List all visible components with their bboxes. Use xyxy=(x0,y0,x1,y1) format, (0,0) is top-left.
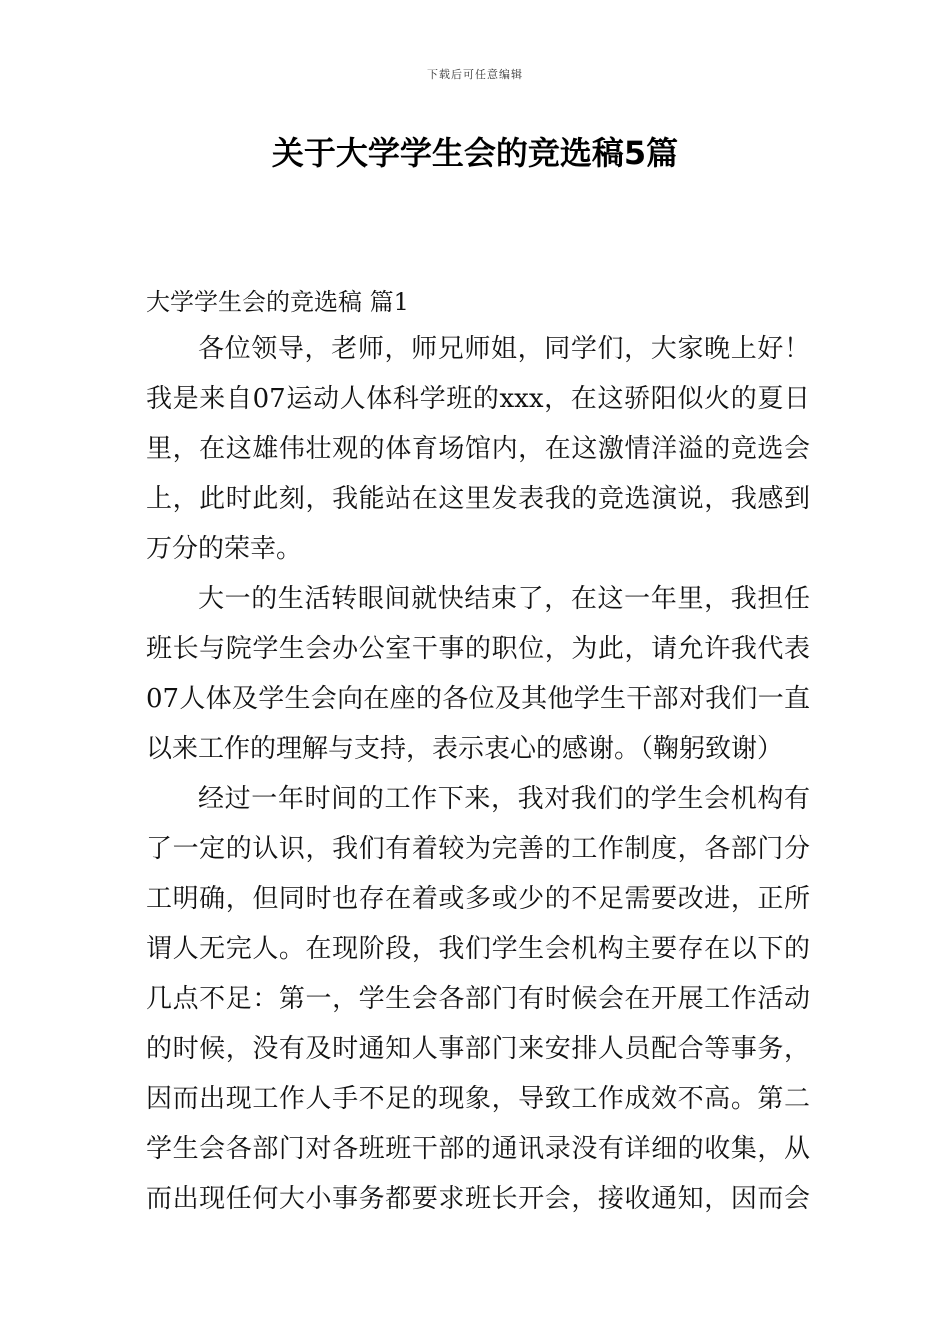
paragraph-line: 万分的荣幸。 xyxy=(146,534,303,564)
paragraph-line: 因而出现工作人手不足的现象，导致工作成效不高。第二 xyxy=(146,1084,810,1114)
header-note: 下载后可任意编辑 xyxy=(427,68,523,81)
paragraph-line: 我是来自07运动人体科学班的xxx，在这骄阳似火的夏日 xyxy=(146,384,810,414)
paragraph-line: 班长与院学生会办公室干事的职位，为此，请允许我代表 xyxy=(146,634,810,664)
paragraph-line: 工明确，但同时也存在着或多或少的不足需要改进，正所 xyxy=(146,884,810,914)
paragraph-line: 大一的生活转眼间就快结束了，在这一年里，我担任 xyxy=(198,584,810,614)
paragraph-line: 各位领导，老师，师兄师姐，同学们，大家晚上好！ xyxy=(198,334,810,364)
paragraph-line: 经过一年时间的工作下来，我对我们的学生会机构有 xyxy=(198,784,810,814)
body-text xyxy=(146,324,810,1224)
paragraph-line: 以来工作的理解与支持，表示衷心的感谢。（鞠躬致谢） xyxy=(146,734,784,764)
section-heading: 大学学生会的竞选稿 篇1 xyxy=(146,288,409,316)
paragraph-line: 的时候，没有及时通知人事部门来安排人员配合等事务， xyxy=(146,1034,810,1064)
paragraph-line: 而出现任何大小事务都要求班长开会，接收通知，因而会 xyxy=(146,1184,810,1214)
paragraph-line: 了一定的认识，我们有着较为完善的工作制度，各部门分 xyxy=(146,834,810,864)
paragraph-line: 学生会各部门对各班班干部的通讯录没有详细的收集，从 xyxy=(146,1134,810,1164)
paragraph-line: 谓人无完人。在现阶段，我们学生会机构主要存在以下的 xyxy=(146,934,810,964)
paragraph-line: 07人体及学生会向在座的各位及其他学生干部对我们一直 xyxy=(146,684,810,714)
document-title: 关于大学学生会的竞选稿5篇 xyxy=(271,134,679,172)
paragraph-line: 里，在这雄伟壮观的体育场馆内，在这激情洋溢的竞选会 xyxy=(146,434,810,464)
paragraph-line: 上，此时此刻，我能站在这里发表我的竞选演说，我感到 xyxy=(146,484,810,514)
paragraph-line: 几点不足：第一，学生会各部门有时候会在开展工作活动 xyxy=(146,984,810,1014)
